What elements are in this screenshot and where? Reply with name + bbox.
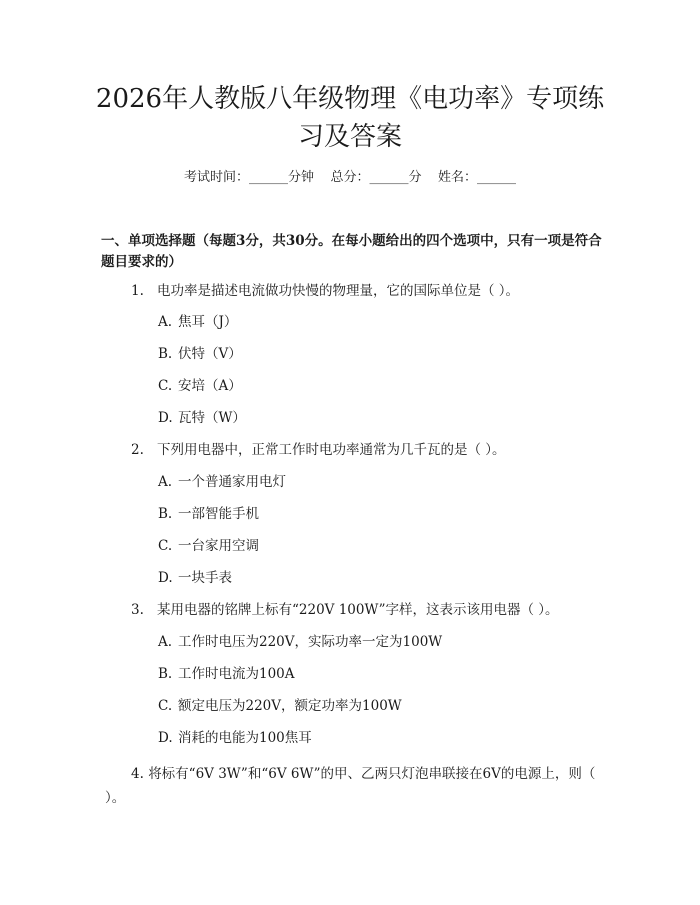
option-1a xyxy=(158,313,237,331)
option-3d xyxy=(158,729,312,747)
option-letter: A. xyxy=(158,634,173,650)
option-text: 一台家用空调 xyxy=(178,538,259,554)
question-text: 某用电器的铭牌上标有“220V 100W”字样，这表示该用电器（ ）。 xyxy=(157,602,559,618)
option-letter: D. xyxy=(158,730,173,746)
question-text: 电功率是描述电流做功快慢的物理量，它的国际单位是（ ）。 xyxy=(157,283,520,299)
question-1 xyxy=(131,282,611,300)
option-text: 工作时电压为220V，实际功率一定为100W xyxy=(178,634,443,650)
page-title: 2026年人教版八年级物理《电功率》专项练习及答案 xyxy=(95,84,605,152)
option-text: 一个普通家用电灯 xyxy=(178,474,286,490)
question-number: 4. xyxy=(131,766,144,782)
option-3b xyxy=(158,665,295,683)
option-2c xyxy=(158,537,259,555)
option-2d xyxy=(158,569,232,587)
option-text: 伏特（V） xyxy=(178,346,242,362)
option-letter: B. xyxy=(158,346,173,362)
option-text: 瓦特（W） xyxy=(178,410,246,426)
option-letter: A. xyxy=(158,314,173,330)
question-text: 将标有“6V 3W”和“6V 6W”的甲、乙两只灯泡串联接在6V的电源上，则（ ）。 xyxy=(105,766,596,806)
question-number: 2. xyxy=(131,442,144,458)
option-letter: C. xyxy=(158,698,173,714)
option-text: 焦耳（J） xyxy=(178,314,238,330)
option-2a xyxy=(158,473,286,491)
option-text: 一部智能手机 xyxy=(178,506,259,522)
option-letter: D. xyxy=(158,410,173,426)
option-3c xyxy=(158,697,402,715)
option-text: 额定电压为220V，额定功率为100W xyxy=(178,698,402,714)
exam-info-line: 考试时间：______分钟 总分：______分 姓名：______ xyxy=(183,170,517,185)
option-1c xyxy=(158,377,242,395)
option-text: 工作时电流为100A xyxy=(178,666,295,682)
option-letter: C. xyxy=(158,378,173,394)
option-text: 消耗的电能为100焦耳 xyxy=(178,730,312,746)
question-text: 下列用电器中，正常工作时电功率通常为几千瓦的是（ ）。 xyxy=(157,442,506,458)
option-letter: B. xyxy=(158,666,173,682)
option-letter: D. xyxy=(158,570,173,586)
option-text: 一块手表 xyxy=(178,570,232,586)
question-number: 3. xyxy=(131,602,144,618)
question-4 xyxy=(105,762,610,810)
option-3a xyxy=(158,633,442,651)
option-1b xyxy=(158,345,242,363)
option-letter: C. xyxy=(158,538,173,554)
question-number: 1. xyxy=(131,283,144,299)
section-heading: 一、单项选择题（每题3分，共30分。在每小题给出的四个选项中，只有一项是符合题目要求的） xyxy=(101,233,602,270)
option-2b xyxy=(158,505,259,523)
question-3 xyxy=(131,601,611,619)
option-letter: B. xyxy=(158,506,173,522)
option-1d xyxy=(158,409,246,427)
question-2 xyxy=(131,441,611,459)
option-letter: A. xyxy=(158,474,173,490)
option-text: 安培（A） xyxy=(178,378,242,394)
